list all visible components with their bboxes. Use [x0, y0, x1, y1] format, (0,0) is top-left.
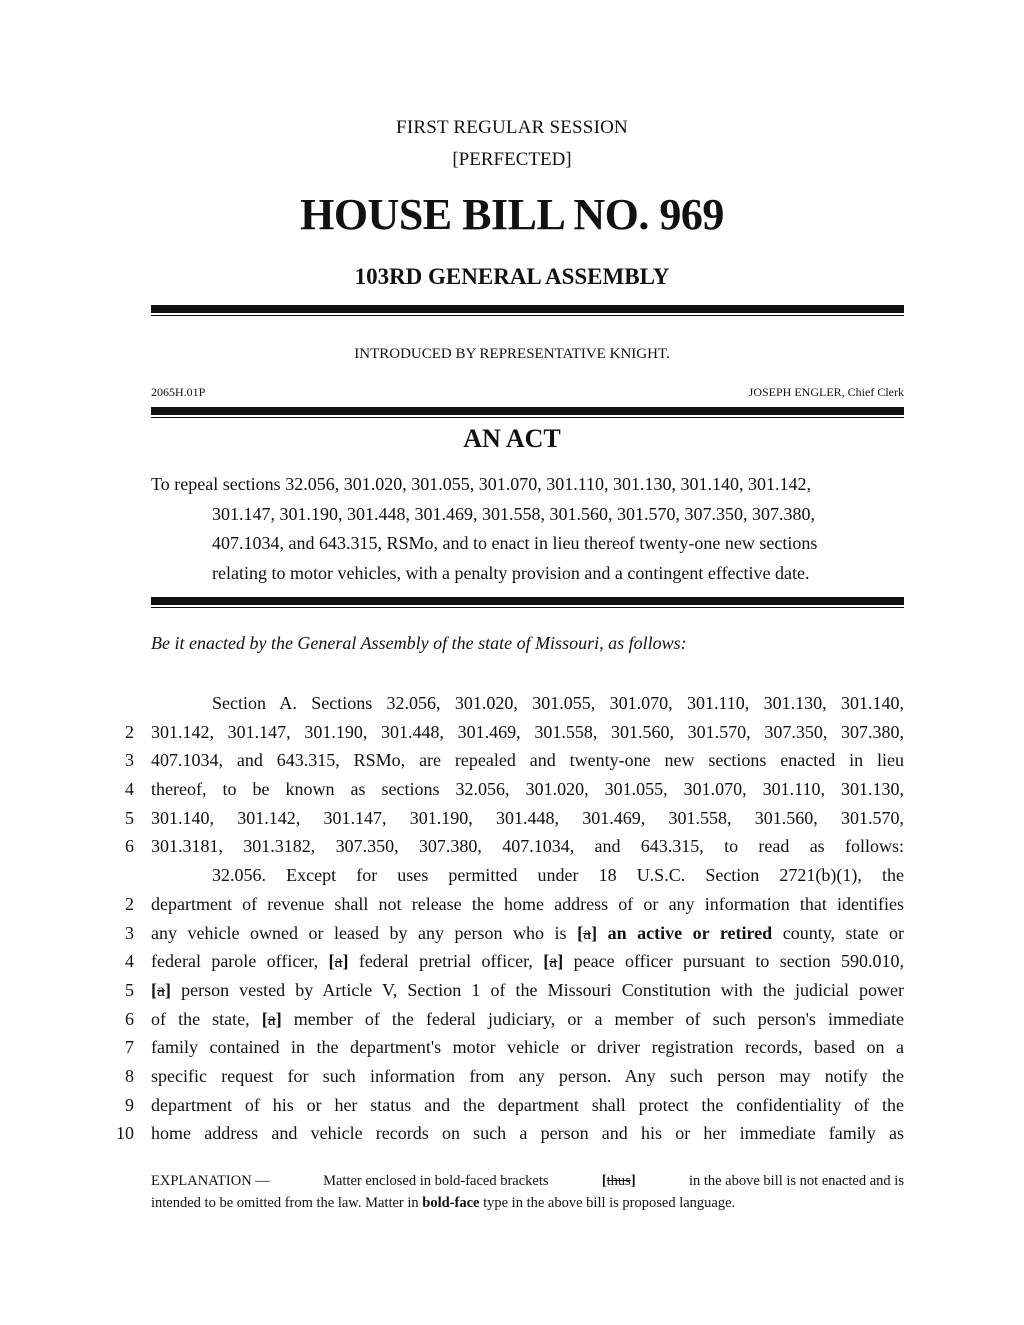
text-fragment: Matter enclosed in bold-faced brackets — [323, 1173, 549, 1189]
text-fragment: federal pretrial officer, — [358, 951, 533, 972]
line-text: family contained in the department's motor vehicle or driver registration records, based on a — [151, 1037, 904, 1058]
line-text: specific request for such information from any person. Any such person may notify the — [151, 1065, 904, 1086]
line-number: 6 — [125, 1008, 134, 1029]
line-text — [151, 1005, 904, 1034]
line-number: 6 — [125, 836, 134, 857]
text-fragment: federal parole officer, — [151, 951, 319, 972]
deleted-bracket: [a] — [543, 951, 564, 972]
struck-text: a — [549, 951, 558, 972]
section-32056-line — [0, 861, 1024, 890]
struck-text: a — [334, 951, 343, 972]
session-label: FIRST REGULAR SESSION — [396, 117, 628, 138]
line-text: 407.1034, and 643.315, RSMo, are repealed and twenty-one new sections enacted in lieu — [151, 750, 904, 771]
line-number: 5 — [125, 807, 134, 828]
explanation-footnote — [151, 1170, 904, 1214]
line-text: Section A. Sections 32.056, 301.020, 301.055, 301.070, 301.110, 301.130, 301.140, — [212, 693, 904, 713]
line-number: 3 — [125, 750, 134, 771]
section-a-line — [0, 775, 1024, 804]
line-text: 301.142, 301.147, 301.190, 301.448, 301.469, 301.558, 301.560, 301.570, 307.350, 307.380, — [151, 721, 904, 742]
act-title-line: relating to motor vehicles, with a penalty provision and a contingent effective date. — [212, 562, 810, 583]
line-number: 2 — [125, 721, 134, 742]
struck-text: thus — [606, 1173, 631, 1189]
line-text: department of revenue shall not release the home address of or any information that identifies — [151, 893, 904, 914]
deleted-bracket: [a] — [261, 1008, 282, 1029]
line-text: 301.140, 301.142, 301.147, 301.190, 301.448, 301.469, 301.558, 301.560, 301.570, — [151, 807, 904, 828]
line-text — [151, 919, 904, 948]
struck-text: a — [267, 1008, 276, 1029]
line-text: thereof, to be known as sections 32.056, 301.020, 301.055, 301.070, 301.110, 301.130, — [151, 779, 904, 800]
section-32056-line — [0, 1119, 1024, 1148]
act-title — [151, 470, 904, 588]
line-text: home address and vehicle records on such a person and his or her immediate family as — [151, 1123, 904, 1144]
section-a-line — [0, 832, 1024, 861]
bill-body — [0, 689, 1024, 1148]
deleted-bracket: [a] — [577, 922, 598, 943]
bracket-example: [thus] — [601, 1173, 636, 1189]
line-number: 10 — [116, 1123, 134, 1144]
line-text: department of his or her status and the department shall protect the confidentiality of the — [151, 1094, 904, 1115]
section-32056-line — [0, 1062, 1024, 1091]
line-number: 4 — [125, 779, 134, 800]
bold-face-example: bold-face — [422, 1195, 480, 1211]
text-fragment: type in the above bill is proposed language. — [483, 1195, 736, 1211]
section-32056-line — [0, 976, 1024, 1005]
section-32056-line — [0, 1005, 1024, 1034]
line-number: 2 — [125, 893, 134, 914]
section-32056-line — [0, 890, 1024, 919]
explanation-line — [151, 1192, 904, 1214]
chief-clerk: JOSEPH ENGLER, Chief Clerk — [748, 385, 904, 399]
section-a-line — [0, 718, 1024, 747]
deleted-bracket: [a] — [328, 951, 349, 972]
enacting-clause: Be it enacted by the General Assembly of the state of Missouri, as follows: — [151, 633, 687, 653]
text-fragment: county, state or — [782, 922, 905, 943]
line-text — [151, 976, 904, 1005]
section-32056-line — [0, 919, 1024, 948]
line-number: 8 — [125, 1065, 134, 1086]
section-32056-line — [0, 947, 1024, 976]
introduced-by: INTRODUCED BY REPRESENTATIVE KNIGHT. — [354, 346, 670, 362]
struck-text: a — [157, 979, 165, 1000]
general-assembly: 103RD GENERAL ASSEMBLY — [354, 264, 670, 289]
line-number: 5 — [125, 979, 134, 1000]
line-text: 32.056. Except for uses permitted under 18 U.S.C. Section 2721(b)(1), the — [212, 865, 904, 886]
act-heading: AN ACT — [463, 424, 561, 453]
added-text: an active or retired — [607, 922, 773, 943]
text-fragment: intended to be omitted from the law. Matter in — [151, 1195, 419, 1211]
line-number: 4 — [125, 951, 134, 972]
text-fragment: any vehicle owned or leased by any person who is — [151, 922, 567, 943]
section-a-line — [0, 804, 1024, 833]
bill-code: 2065H.01P — [151, 385, 206, 399]
explanation-label: EXPLANATION — — [151, 1173, 270, 1189]
section-a-line — [0, 746, 1024, 775]
text-fragment: in the above bill is not enacted and is — [688, 1173, 904, 1189]
double-rule-middle — [151, 407, 904, 418]
text-fragment: of the state, — [151, 1008, 250, 1029]
section-32056-line — [0, 1091, 1024, 1120]
section-a-line — [0, 689, 1024, 718]
section-32056-line — [0, 1033, 1024, 1062]
double-rule-top — [151, 305, 904, 316]
explanation-line — [151, 1170, 904, 1192]
double-rule-bottom — [151, 597, 904, 608]
text-fragment: peace officer pursuant to section 590.010, — [573, 951, 905, 972]
act-title-line: 301.147, 301.190, 301.448, 301.469, 301.558, 301.560, 301.570, 307.350, 307.380, — [212, 503, 815, 524]
line-number: 9 — [125, 1094, 134, 1115]
line-text — [151, 947, 904, 976]
line-number: 7 — [125, 1037, 134, 1058]
struck-text: a — [583, 922, 592, 943]
bill-number-title: HOUSE BILL NO. 969 — [300, 190, 724, 239]
deleted-bracket: [a] — [151, 979, 171, 1000]
bill-status: [PERFECTED] — [452, 149, 572, 170]
text-fragment: member of the federal judiciary, or a member of such person's immediate — [293, 1008, 904, 1029]
line-number: 3 — [125, 922, 134, 943]
line-text: 301.3181, 301.3182, 307.350, 307.380, 407.1034, and 643.315, to read as follows: — [151, 836, 904, 857]
act-title-line: 407.1034, and 643.315, RSMo, and to enact in lieu thereof twenty-one new sections — [212, 533, 818, 553]
act-title-line: To repeal sections 32.056, 301.020, 301.055, 301.070, 301.110, 301.130, 301.140, 301.142, — [151, 474, 812, 494]
text-fragment: person vested by Article V, Section 1 of the Missouri Constitution with the judicial power — [181, 979, 905, 1000]
